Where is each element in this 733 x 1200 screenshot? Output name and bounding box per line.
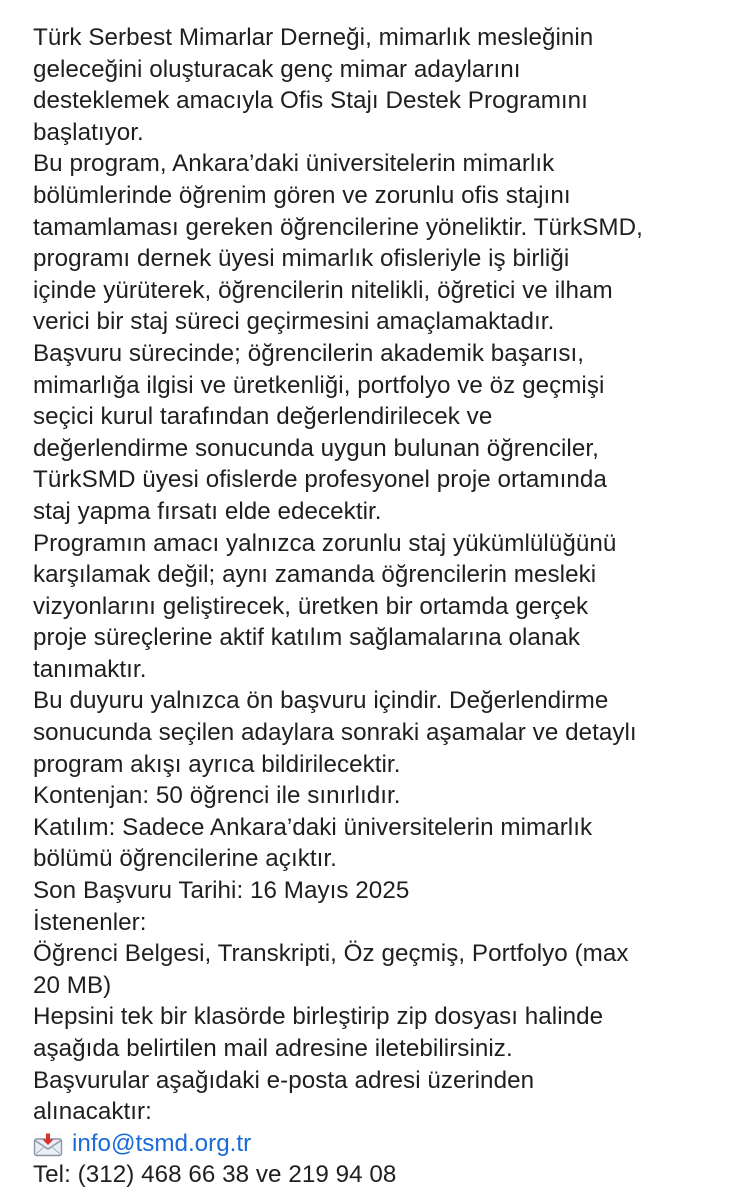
- email-link[interactable]: info@tsmd.org.tr: [72, 1129, 252, 1157]
- text-line: alınacaktır:: [33, 1098, 152, 1126]
- text-line: 20 MB): [33, 971, 112, 999]
- text-line: Başvuru sürecinde; öğrencilerin akademik başarısı,: [33, 339, 585, 367]
- text-line: bölümü öğrencilerine açıktır.: [33, 845, 337, 873]
- text-line: Kontenjan: 50 öğrenci ile sınırlıdır.: [33, 782, 401, 810]
- text-line: başlatıyor.: [33, 118, 144, 146]
- text-line: değerlendirme sonucunda uygun bulunan öğrenciler,: [33, 434, 599, 462]
- text-line: bölümlerinde öğrenim gören ve zorunlu ofis stajını: [33, 181, 571, 209]
- text-line: karşılamak değil; aynı zamanda öğrencilerin mesleki: [33, 561, 597, 589]
- text-line: seçici kurul tarafından değerlendirilecek ve: [33, 403, 493, 431]
- text-line: içinde yürüterek, öğrencilerin nitelikli, öğretici ve ilham: [33, 276, 613, 304]
- text-line: İstenenler:: [33, 908, 147, 936]
- text-line: aşağıda belirtilen mail adresine iletebilirsiniz.: [33, 1035, 513, 1062]
- text-line: proje süreçlerine aktif katılım sağlamalarına olanak: [33, 624, 581, 652]
- text-line: Katılım: Sadece Ankara’daki üniversitelerin mimarlık: [33, 813, 593, 841]
- text-line: desteklemek amacıyla Ofis Stajı Destek Programını: [33, 87, 588, 115]
- incoming-envelope-icon: [33, 1133, 63, 1157]
- text-line: verici bir staj süreci geçirmesini amaçlamaktadır.: [33, 308, 555, 336]
- text-line: geleceğini oluşturacak genç mimar adaylarını: [33, 55, 521, 83]
- text-line: Türk Serbest Mimarlar Derneği, mimarlık mesleğinin: [33, 24, 594, 51]
- text-line: Son Başvuru Tarihi: 16 Mayıs 2025: [33, 877, 410, 905]
- text-line: program akışı ayrıca bildirilecektir.: [33, 750, 401, 778]
- text-line: staj yapma fırsatı elde edecektir.: [33, 497, 382, 525]
- text-line: TürkSMD üyesi ofislerde profesyonel proje ortamında: [33, 466, 607, 494]
- text-line: tamamlaması gereken öğrencilerine yöneliktir. TürkSMD,: [33, 213, 643, 241]
- text-line: Öğrenci Belgesi, Transkripti, Öz geçmiş, Portfolyo (max: [33, 940, 629, 968]
- text-line: programı dernek üyesi mimarlık ofisleriyle iş birliği: [33, 245, 570, 273]
- text-line: Başvurular aşağıdaki e-posta adresi üzerinden: [33, 1066, 535, 1094]
- text-line: tanımaktır.: [33, 655, 147, 683]
- text-line: sonucunda seçilen adaylara sonraki aşamalar ve detaylı: [33, 719, 637, 747]
- post-body: [33, 22, 723, 1191]
- email-row: [33, 1128, 723, 1160]
- text-line: Bu duyuru yalnızca ön başvuru içindir. Değerlendirme: [33, 687, 609, 715]
- text-line: Programın amacı yalnızca zorunlu staj yükümlülüğünü: [33, 529, 617, 557]
- text-line: vizyonlarını geliştirecek, üretken bir ortamda gerçek: [33, 592, 589, 620]
- text-line: Hepsini tek bir klasörde birleştirip zip dosyası halinde: [33, 1003, 604, 1031]
- text-line: Bu program, Ankara’daki üniversitelerin mimarlık: [33, 150, 555, 178]
- text-line: mimarlığa ilgisi ve üretkenliği, portfolyo ve öz geçmişi: [33, 371, 605, 399]
- phone-line: Tel: (312) 468 66 38 ve 219 94 08: [33, 1161, 397, 1189]
